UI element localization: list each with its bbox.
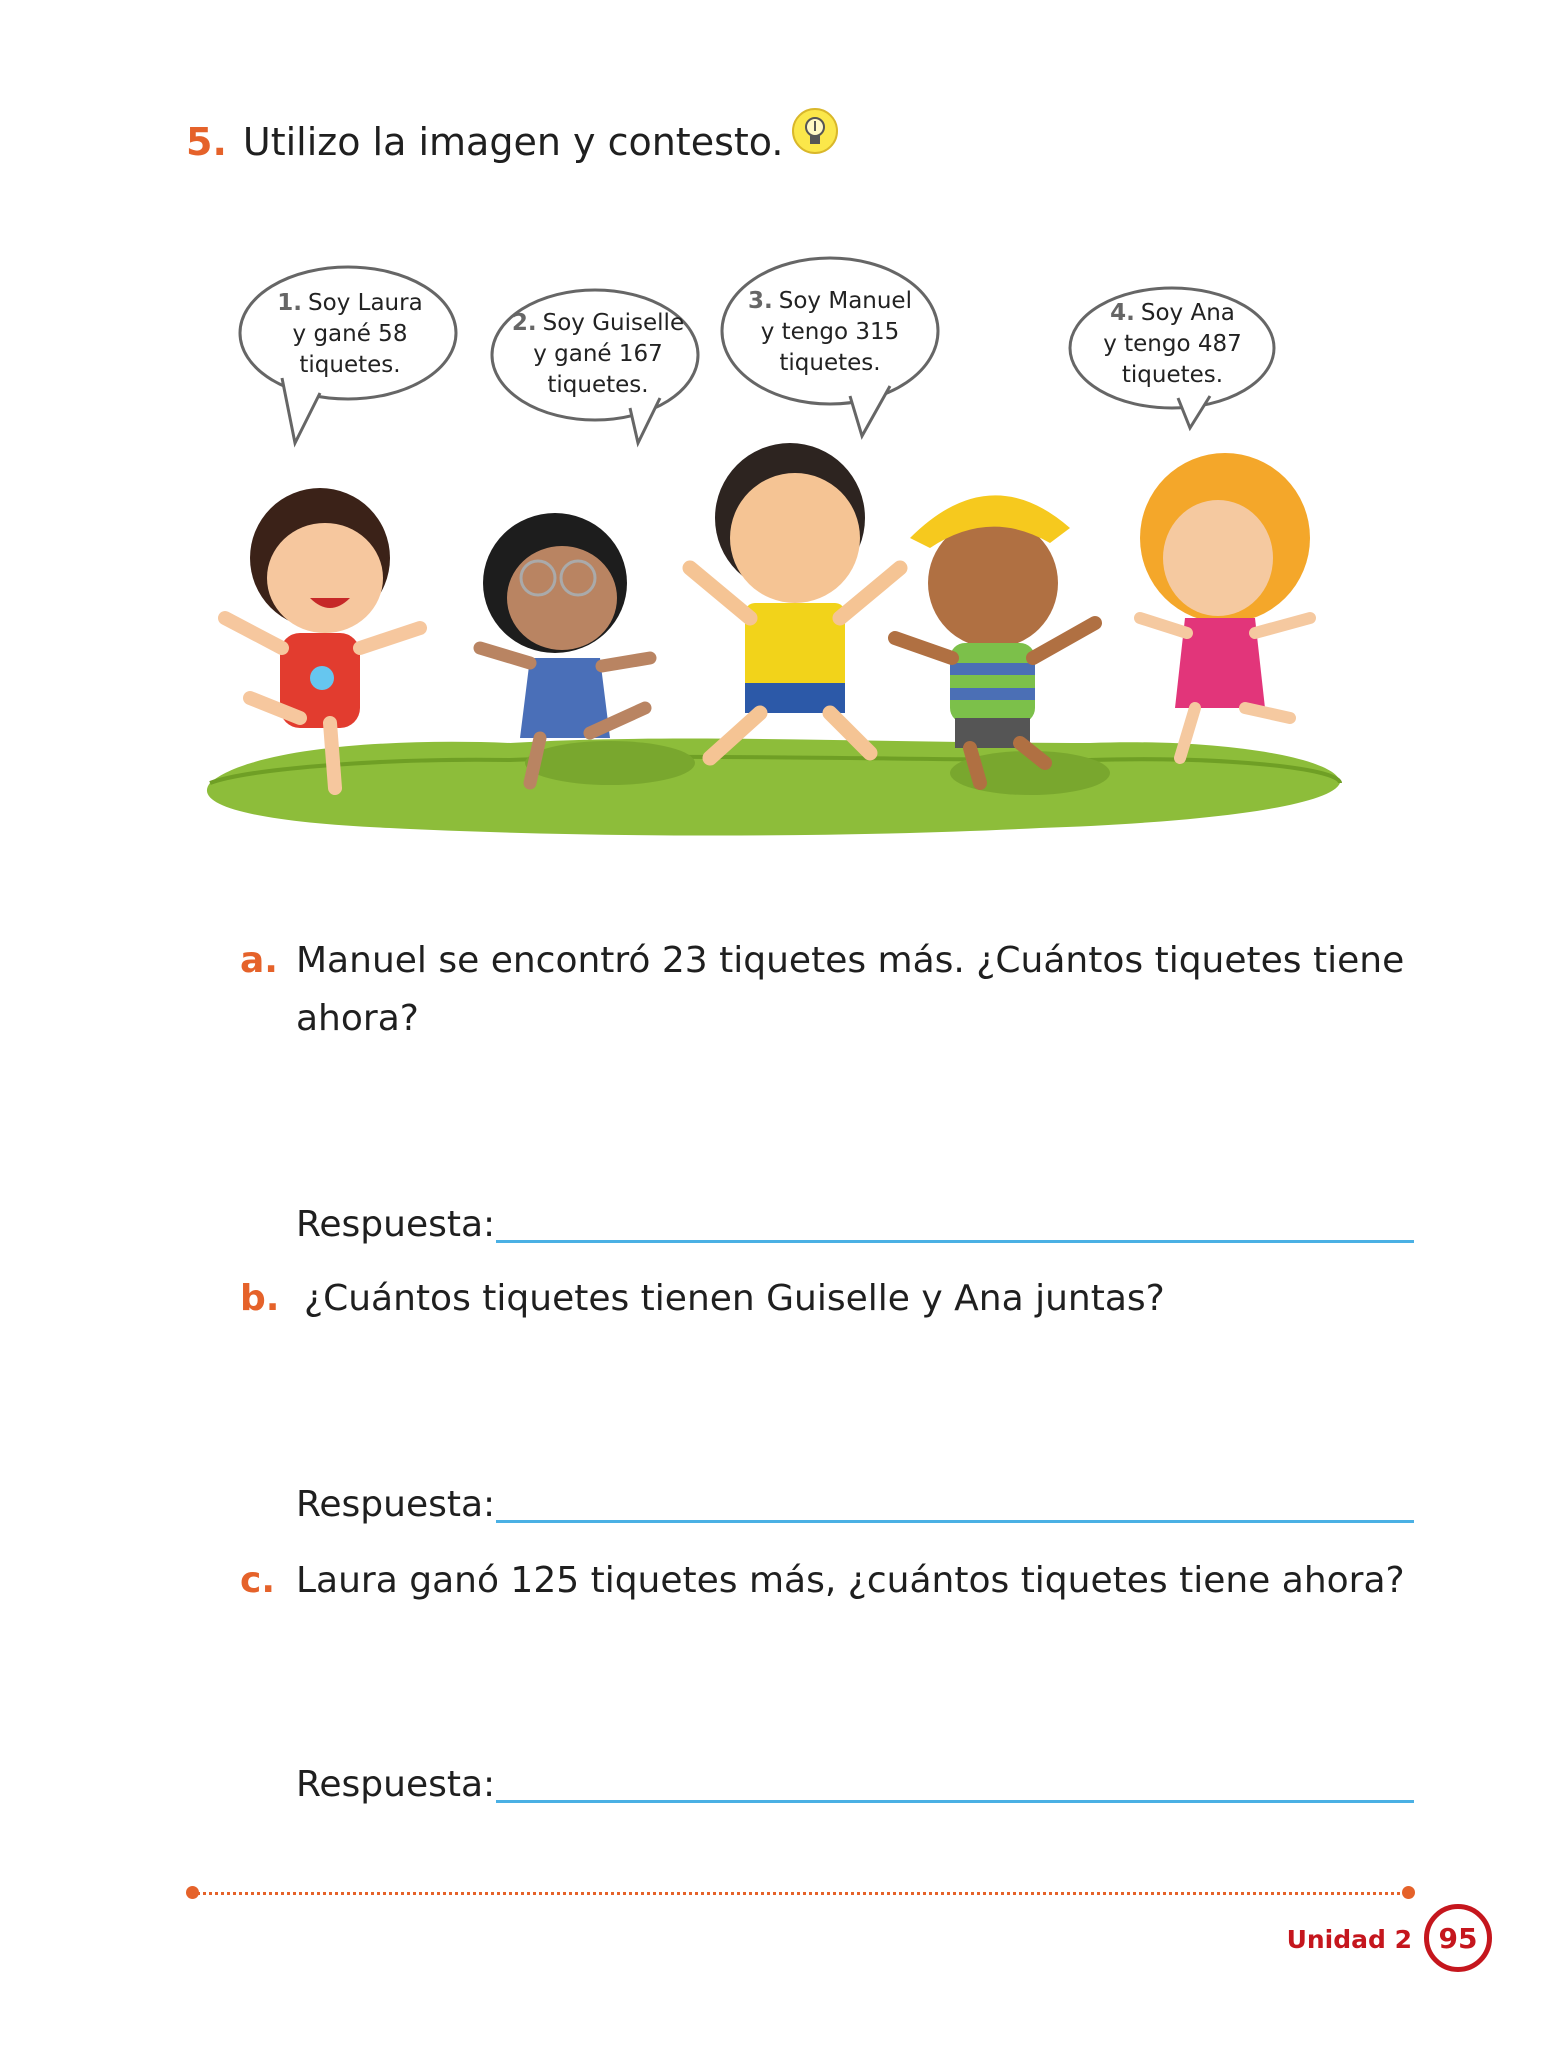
- bubble-line: y gané 167: [533, 341, 663, 367]
- answer-label: Respuesta:: [296, 1484, 496, 1525]
- question-text: Manuel se encontró 23 tiquetes más. ¿Cuántos tiquetes tiene: [296, 940, 1405, 981]
- answer-line-a[interactable]: [496, 1240, 1414, 1243]
- bubble-number: 2.: [511, 310, 537, 336]
- answer-label: Respuesta:: [296, 1764, 496, 1805]
- lightbulb-icon: [791, 107, 839, 164]
- answer-label: Respuesta:: [296, 1204, 496, 1245]
- bubble-line: tiquetes.: [1121, 362, 1224, 388]
- bubble-line: tiquetes.: [547, 372, 649, 398]
- bubble-line: y gané 58: [292, 321, 408, 347]
- bubble-line: Soy Ana: [1140, 300, 1235, 326]
- exercise-number: 5.: [186, 120, 227, 164]
- speech-bubble-ana: [1090, 298, 1255, 391]
- bubble-line: Soy Guiselle: [542, 310, 685, 336]
- children-illustration: [190, 238, 1370, 838]
- bubble-line: y tengo 315: [760, 319, 900, 345]
- bubble-line: tiquetes.: [299, 352, 401, 378]
- bubble-line: tiquetes.: [779, 350, 881, 376]
- speech-bubble-manuel: [735, 286, 925, 379]
- question-letter: b.: [240, 1278, 280, 1319]
- footer-divider: [192, 1892, 1406, 1895]
- bubble-number: 1.: [277, 290, 303, 316]
- bubble-line: Soy Laura: [308, 290, 423, 316]
- question-text: Laura ganó 125 tiquetes más, ¿cuántos tiquetes tiene ahora?: [296, 1560, 1405, 1601]
- speech-bubble-laura: [270, 288, 430, 381]
- answer-line-b[interactable]: [496, 1520, 1414, 1523]
- divider-dot-right: [1402, 1886, 1415, 1899]
- question-letter: c.: [240, 1560, 276, 1601]
- unit-label: Unidad 2: [1286, 1925, 1412, 1954]
- question-letter: a.: [240, 940, 278, 981]
- question-text: ¿Cuántos tiquetes tienen Guiselle y Ana juntas?: [304, 1278, 1165, 1319]
- bubble-number: 3.: [748, 288, 773, 314]
- exercise-heading: [186, 120, 839, 164]
- page-number: 95: [1424, 1904, 1492, 1972]
- bubble-line: Soy Manuel: [778, 288, 912, 314]
- question-text-continued: ahora?: [296, 998, 419, 1039]
- answer-line-c[interactable]: [496, 1800, 1414, 1803]
- speech-bubble-guiselle: [508, 308, 688, 401]
- bubble-number: 4.: [1110, 300, 1135, 326]
- divider-dot-left: [186, 1886, 199, 1899]
- exercise-instruction: Utilizo la imagen y contesto.: [242, 120, 784, 164]
- bubble-line: y tengo 487: [1103, 331, 1242, 357]
